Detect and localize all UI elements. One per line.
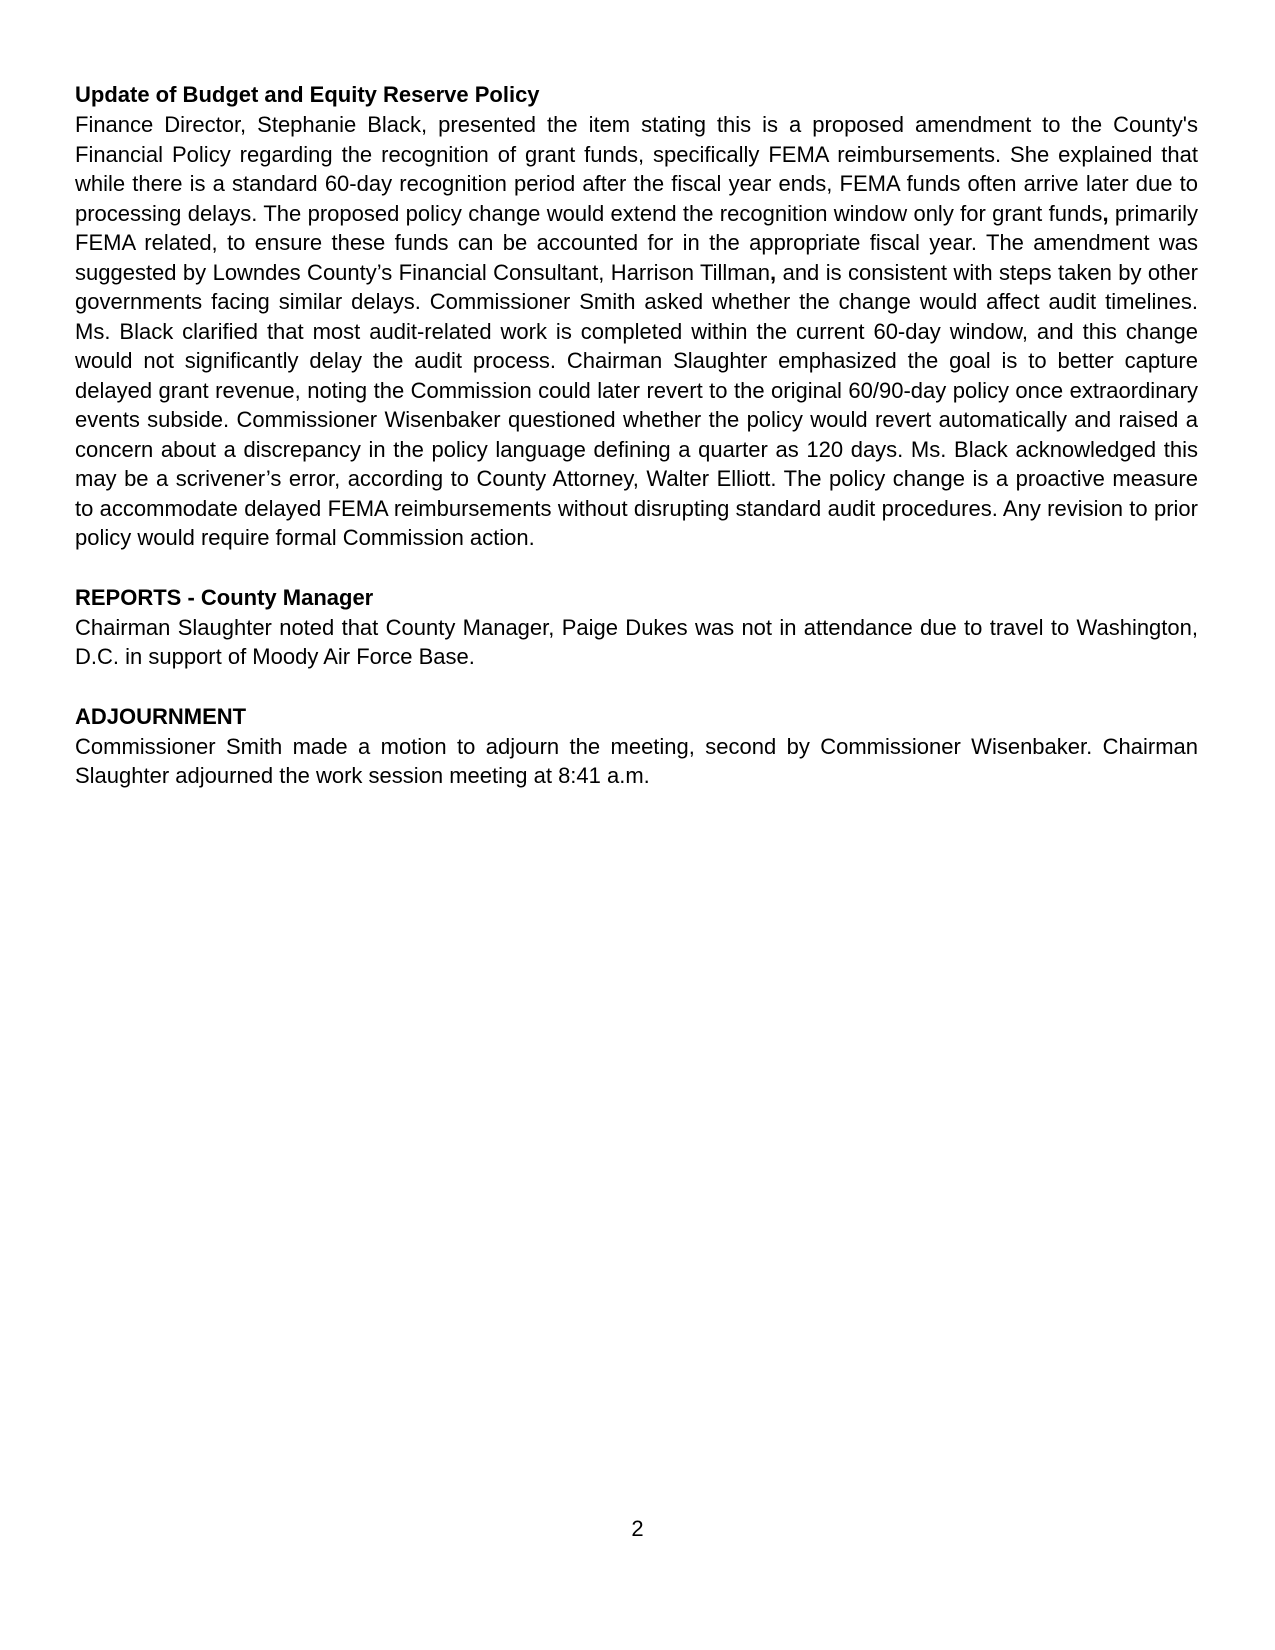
section-heading-adjournment: ADJOURNMENT — [75, 703, 247, 729]
section-reports-county-manager — [75, 583, 1198, 672]
section-paragraph-adjournment: Commissioner Smith made a motion to adjourn the meeting, second by Commissioner Wisenbaker. Chairman Slaughter adjourned the work session meeting at 8:41 a.m. — [75, 733, 1198, 788]
section-heading-reports-county-manager: REPORTS - County Manager — [75, 584, 374, 610]
section-adjournment — [75, 702, 1198, 791]
document-content — [75, 80, 1198, 791]
section-paragraph-reports-county-manager: Chairman Slaughter noted that County Manager, Paige Dukes was not in attendance due to travel to Washington, D.C. in support of Moody Air Force Base. — [75, 614, 1198, 669]
section-heading-budget-equity-reserve-policy: Update of Budget and Equity Reserve Policy — [75, 82, 540, 107]
section-paragraph-budget-equity-reserve-policy: Finance Director, Stephanie Black, presented the item stating this is a proposed amendment to the County's Financial Policy regarding the recognition of grant funds, specifically FEMA reimbursements. She explained that while there is a standard 60-day recognition period after the fiscal year ends, FEMA funds often arrive later due to processing delays. The proposed policy change would extend the recognition window only for grant funds, primarily FEMA related, to ensure these funds can be accounted for in the appropriate fiscal year. The amendment was suggested by Lowndes County’s Financial Consultant, Harrison Tillman, and is consistent with steps taken by other governments facing similar delays. Commissioner Smith asked whether the change would affect audit timelines. Ms. Black clarified that most audit-related work is completed within the current 60-day window, and this change would not significantly delay the audit process. Chairman Slaughter emphasized the goal is to better capture delayed grant revenue, noting the Commission could later revert to the original 60/90-day policy once extraordinary events subside. Commissioner Wisenbaker questioned whether the policy would revert automatically and raised a concern about a discrepancy in the policy language defining a quarter as 120 days. Ms. Black acknowledged this may be a scrivener’s error, according to County Attorney, Walter Elliott. The policy change is a proactive measure to accommodate delayed FEMA reimbursements without disrupting standard audit procedures. Any revision to prior policy would require formal Commission action. — [75, 112, 1198, 550]
page-number: 2 — [631, 1516, 644, 1541]
section-budget-equity-reserve-policy — [75, 80, 1198, 553]
